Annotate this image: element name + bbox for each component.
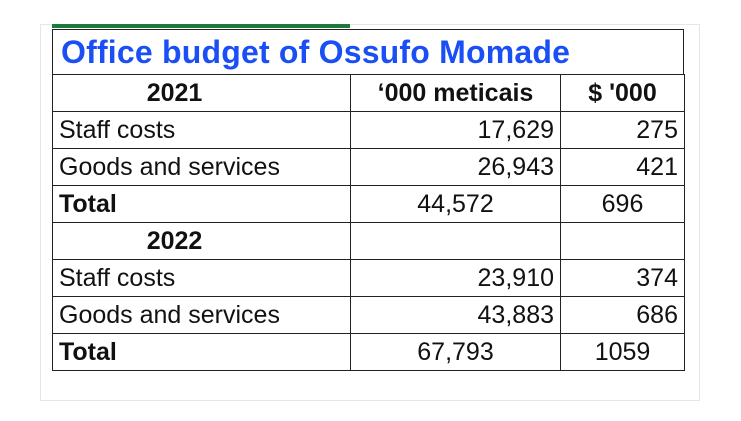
cell-selection-indicator [52,24,350,28]
budget-grid [52,74,685,371]
usd-cell[interactable]: 686 [561,297,685,334]
sheet-title: Office budget of Ossufo Momade [61,33,571,70]
total-meticais-cell[interactable]: 67,793 [351,334,561,371]
year-2022-cell[interactable]: 2022 [53,223,351,260]
total-meticais-cell[interactable]: 44,572 [351,186,561,223]
empty-cell[interactable] [561,223,685,260]
row-label-cell[interactable]: Staff costs [53,260,351,297]
row-label-cell[interactable]: Goods and services [53,149,351,186]
row-label-cell[interactable]: Goods and services [53,297,351,334]
total-label-cell[interactable]: Total [53,186,351,223]
meticais-cell[interactable]: 23,910 [351,260,561,297]
row-label-cell[interactable]: Staff costs [53,112,351,149]
year-row [53,223,685,260]
meticais-header-cell[interactable]: ‘000 meticais [351,75,561,112]
usd-cell[interactable]: 275 [561,112,685,149]
year-2021-cell[interactable]: 2021 [53,75,351,112]
usd-header-cell[interactable]: $ '000 [561,75,685,112]
grid-line [699,24,700,401]
empty-cell[interactable] [351,223,561,260]
total-row [53,334,685,371]
header-row [53,75,685,112]
meticais-cell[interactable]: 26,943 [351,149,561,186]
total-usd-cell[interactable]: 1059 [561,334,685,371]
table-row [53,297,685,334]
table-row [53,260,685,297]
title-cell[interactable] [52,29,684,74]
budget-table [52,29,684,371]
usd-cell[interactable]: 374 [561,260,685,297]
total-usd-cell[interactable]: 696 [561,186,685,223]
total-label-cell[interactable]: Total [53,334,351,371]
table-row [53,112,685,149]
meticais-cell[interactable]: 17,629 [351,112,561,149]
table-row [53,149,685,186]
grid-line [40,24,41,401]
grid-line [40,400,700,401]
meticais-cell[interactable]: 43,883 [351,297,561,334]
usd-cell[interactable]: 421 [561,149,685,186]
total-row [53,186,685,223]
